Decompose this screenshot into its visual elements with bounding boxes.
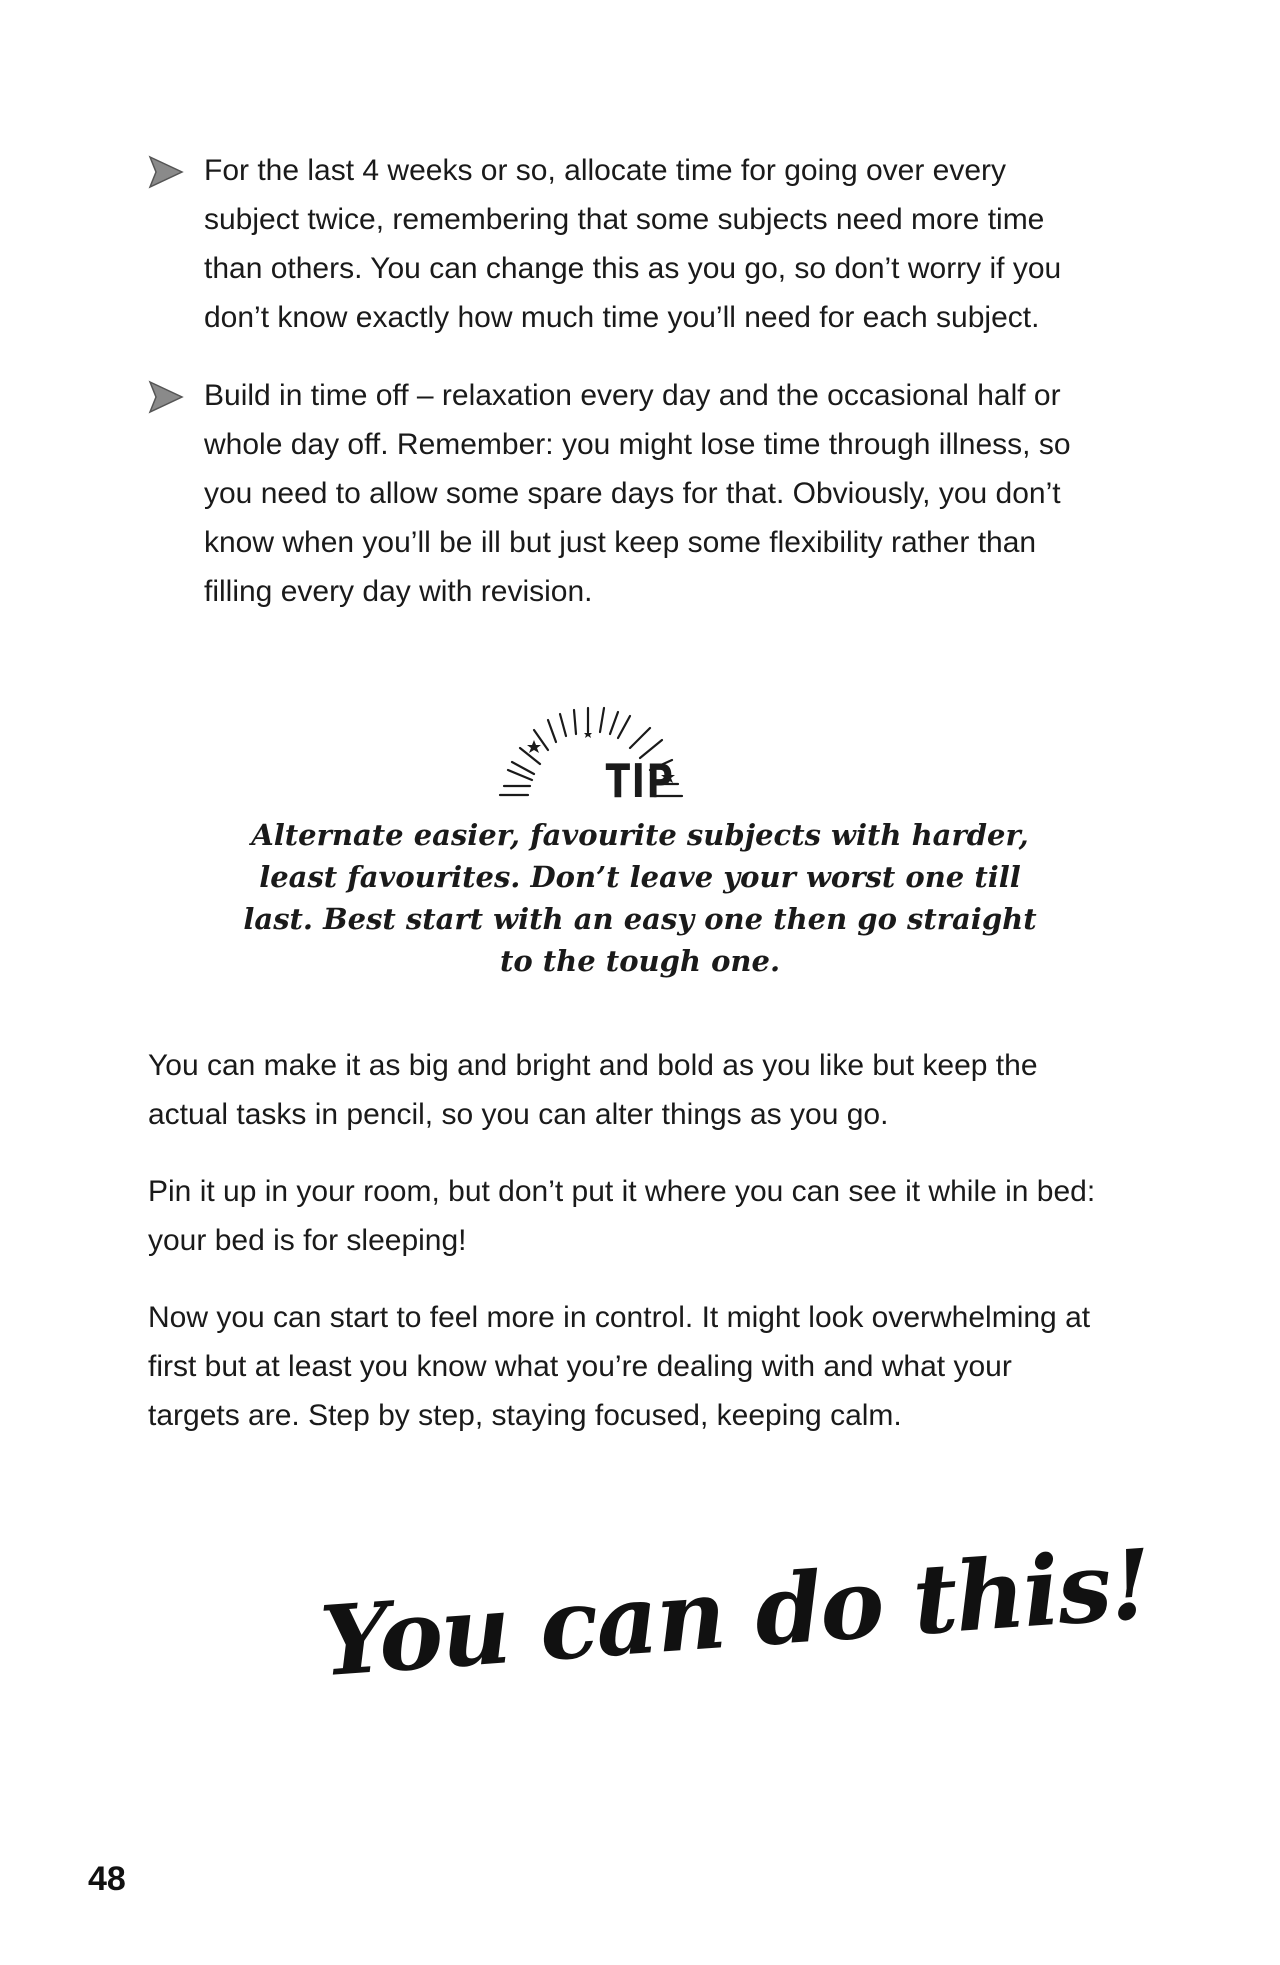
triangle-arrow-icon xyxy=(148,155,184,189)
bullet-text: For the last 4 weeks or so, allocate time for going over every subject twice, remembering that some subjects need more time than others. You can change this as you go, so don’t worry if you don’t know exactly how much time you’ll need for each subject. xyxy=(204,154,1062,334)
tip-text: Alternate easier, favourite subjects with harder, least favourites. Don’t leave your worst one till last. Best start with an easy one then go straight to the tough one. xyxy=(243,818,1037,978)
tip-title: TIP xyxy=(605,754,675,808)
bullet-list xyxy=(148,146,1088,645)
page-number: 48 xyxy=(88,1860,126,1898)
triangle-arrow-icon xyxy=(148,380,184,414)
body-text xyxy=(148,1041,1108,1468)
bullet-item xyxy=(148,371,1088,616)
bullet-item xyxy=(148,146,1088,342)
paragraph: You can make it as big and bright and bold as you like but keep the actual tasks in pencil, so you can alter things as you go. xyxy=(148,1049,1038,1131)
slogan: You can do this! xyxy=(316,1527,1154,1699)
bullet-text: Build in time off – relaxation every day and the occasional half or whole day off. Remember: you might lose time through illness, so you need to allow some spare days for that. Obviously, you don’t know when you’ll be ill but just keep some flexibility rather than filling every day with revision. xyxy=(204,379,1071,608)
paragraph: Pin it up in your room, but don’t put it where you can see it while in bed: your bed is for sleeping! xyxy=(148,1175,1096,1257)
paragraph: Now you can start to feel more in control. It might look overwhelming at first but at least you know what you’re dealing with and what your targets are. Step by step, staying focused, keeping calm. xyxy=(148,1301,1091,1432)
